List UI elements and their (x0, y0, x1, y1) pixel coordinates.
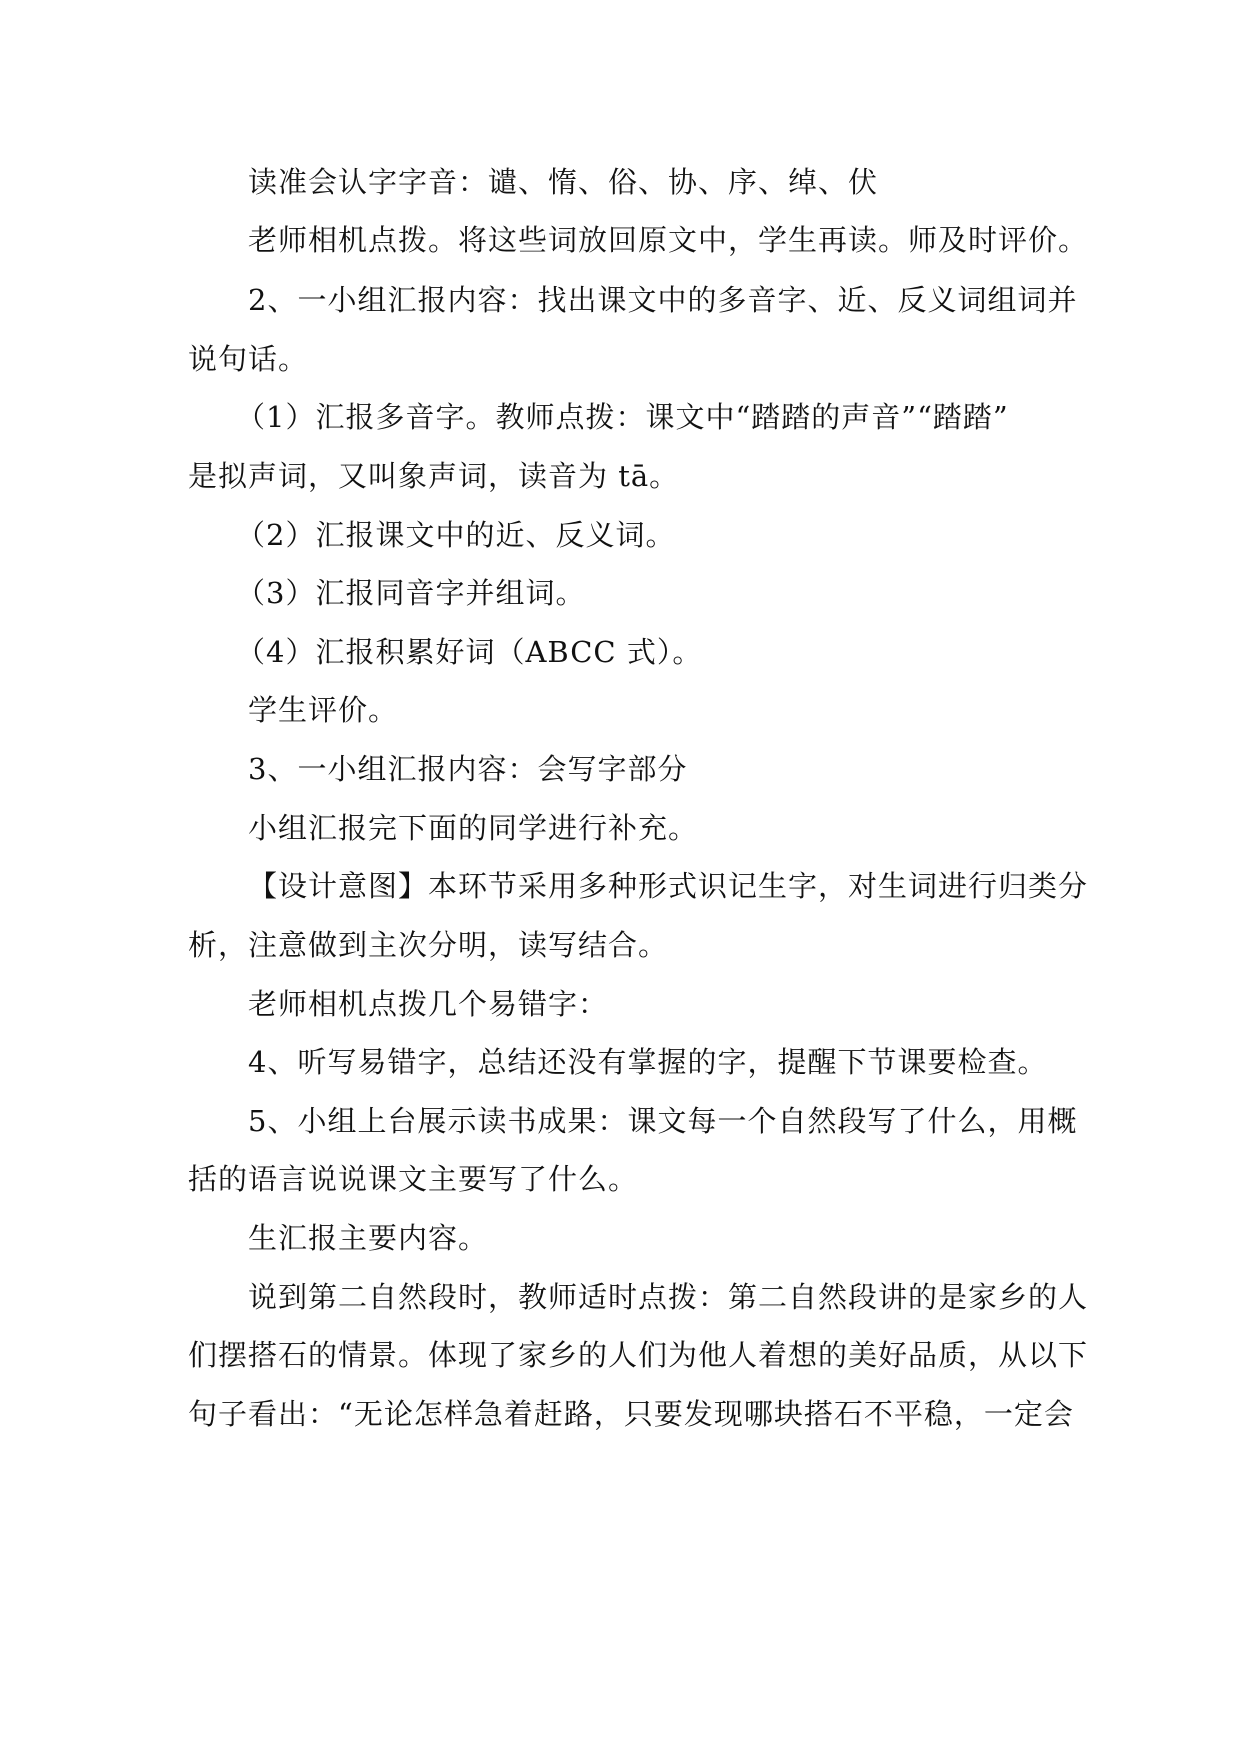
text-line: 说句话。 (188, 342, 309, 376)
text-line: 们摆搭石的情景。体现了家乡的人们为他人着想的美好品质，从以下 (188, 1338, 1089, 1372)
text-line: （2）汇报课文中的近、反义词。 (236, 518, 676, 552)
text-line: 读准会认字字音：谴、惰、俗、协、序、绰、伏 (248, 165, 879, 199)
text-line: 老师相机点拨几个易错字： (248, 987, 609, 1021)
text-line: （4）汇报积累好词（ABCC 式）。 (236, 635, 703, 669)
text-line: 括的语言说说课文主要写了什么。 (188, 1162, 639, 1196)
text-line: 小组汇报完下面的同学进行补充。 (248, 811, 699, 845)
text-line: 生汇报主要内容。 (248, 1221, 489, 1255)
text-line: 4、听写易错字，总结还没有掌握的字，提醒下节课要检查。 (248, 1045, 1048, 1079)
text-line: 【设计意图】本环节采用多种形式识记生字，对生词进行归类分 (248, 869, 1089, 903)
text-line: 3、一小组汇报内容：会写字部分 (248, 752, 688, 786)
text-line: （1）汇报多音字。教师点拨：课文中“踏踏的声音”“踏踏” (236, 400, 1009, 434)
text-line: 2、一小组汇报内容：找出课文中的多音字、近、反义词组词并 (248, 283, 1078, 317)
text-line: 说到第二自然段时，教师适时点拨：第二自然段讲的是家乡的人 (248, 1280, 1089, 1314)
text-line: （3）汇报同音字并组词。 (236, 576, 586, 610)
text-line: 老师相机点拨。将这些词放回原文中，学生再读。师及时评价。 (248, 223, 1089, 257)
text-line: 是拟声词，又叫象声词，读音为 tā。 (188, 459, 680, 493)
text-line: 句子看出：“无论怎样急着赶路，只要发现哪块搭石不平稳，一定会 (188, 1397, 1074, 1431)
text-line: 学生评价。 (248, 693, 399, 727)
text-line: 5、小组上台展示读书成果：课文每一个自然段写了什么，用概 (248, 1104, 1078, 1138)
text-line: 析，注意做到主次分明，读写结合。 (188, 928, 669, 962)
